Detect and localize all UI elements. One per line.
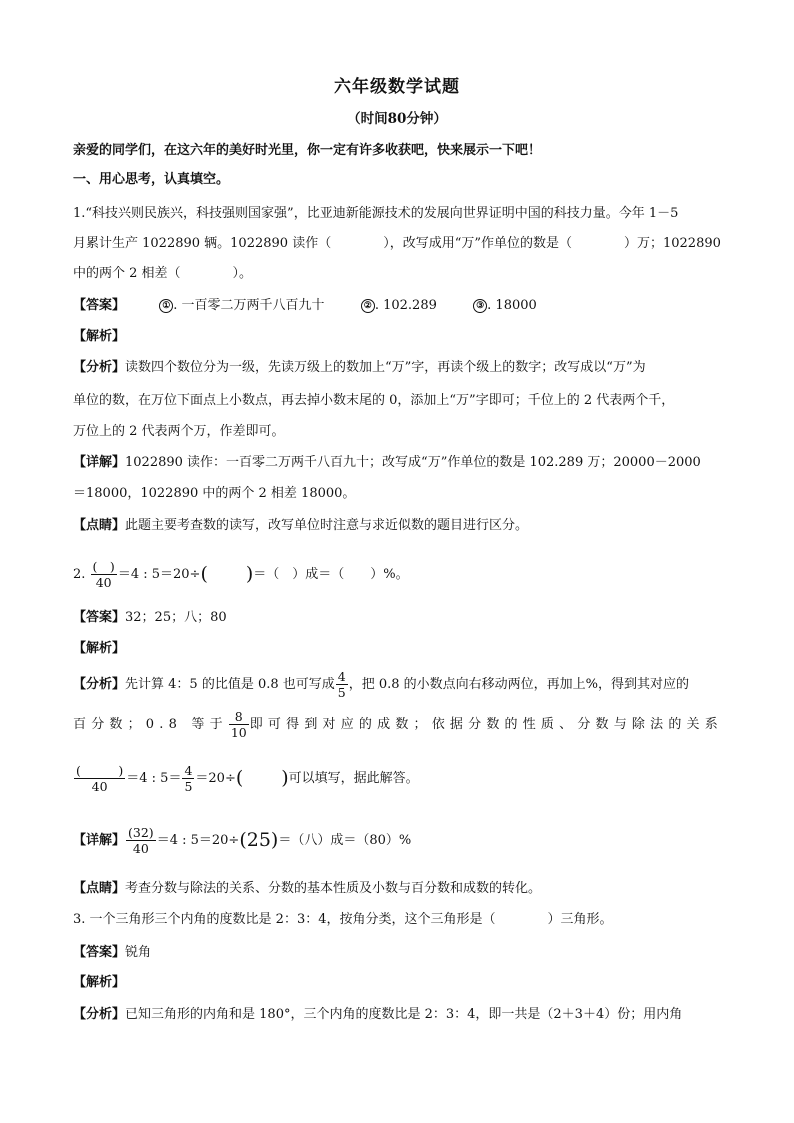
q1-line-2: 月累计生产 1022890 辆。1022890 读作（ ），改写成用“万”作单位的数是（ ）万；1022890 [73, 236, 721, 251]
q2-fenxi-1: 【分析】先计算 4：5 的比值是 0.8 也可写成 $\frac{4}{5}$ ，把 0.8 的小数点向右移动两位，再加上%，得到其对应的 [73, 669, 690, 700]
fraction-4-5-b: $\frac{4}{5}$ [184, 763, 193, 794]
comment-label: 【点睛】 [73, 518, 126, 533]
q3-fenxi-1: 【分析】已知三角形的内角和是 180°，三个内角的度数比是 2：3：4，即一共是（2＋3＋4）份；用内角 [73, 1007, 683, 1022]
q1-line-3: 中的两个 2 相差（ ）。 [73, 266, 253, 281]
q1-fenxi-2: 单位的数，在万位下面点上小数点，再去掉小数末尾的 0，添加上“万”字即可；千位上的 2 代表两个千， [73, 393, 675, 408]
answer-number-1: ① [159, 299, 173, 313]
fraction-32-40: $\frac{(32)}{40}$ [128, 825, 154, 856]
q1-detail-1: 【详解】1022890 读作：一百零二万两千八百九十；改写成“万”作单位的数是 102.289 万；20000－2000 [73, 455, 701, 470]
q1-fenxi-3: 万位上的 2 代表两个万，作差即可。 [73, 424, 285, 439]
answer-number-2: ② [361, 299, 375, 313]
answer-label: 【答案】 [73, 298, 126, 313]
q2-question: 2. $\frac{( )}{40}$ ＝4 : 5＝20÷( )＝（ ）成＝（ ）%。 [73, 559, 409, 590]
q1-detail-2: ＝18000，1022890 中的两个 2 相差 18000。 [73, 486, 356, 501]
q1-answer-3: . 18000 [487, 298, 537, 313]
q3-answer: 【答案】锐角 [73, 945, 152, 960]
q1-analysis-label: 【解析】 [73, 329, 126, 344]
q2-fenxi-3: $\frac{( )}{40}$ ＝4 : 5＝ $\frac{4}{5}$ ＝20÷( )可以填写，据此解答。 [76, 763, 419, 794]
q1-answer-1: . 一百零二万两千八百九十 [173, 298, 325, 313]
q1-fenxi-1: 【分析】读数四个数位分为一级，先读万级上的数加上“万”字，再读个级上的数字；改写成以“万”为 [73, 360, 646, 375]
fraction-4-5: $\frac{4}{5}$ [337, 669, 346, 700]
section-heading: 一、用心思考，认真填空。 [73, 172, 230, 187]
q3-analysis-label: 【解析】 [73, 975, 126, 990]
q2-comment: 【点睛】考查分数与除法的关系、分数的基本性质及小数与百分数和成数的转化。 [73, 881, 542, 896]
q1-line-1: 1.“科技兴则民族兴，科技强则国家强”，比亚迪新能源技术的发展向世界证明中国的科技力量。今年 1－5 [73, 206, 679, 221]
q1-answer-line [73, 297, 723, 315]
q2-fraction: $\frac{( )}{40}$ [92, 559, 115, 590]
q1-answer-2: . 102.289 [374, 298, 437, 313]
detail-label: 【详解】 [73, 455, 126, 470]
q2-answer: 【答案】32；25；八；80 [73, 610, 227, 625]
answer-number-3: ③ [473, 299, 487, 313]
q3-question: 3. 一个三角形三个内角的度数比是 2：3：4，按角分类，这个三角形是（ ）三角形。 [73, 912, 613, 927]
intro-text: 亲爱的同学们，在这六年的美好时光里，你一定有许多收获吧，快来展示一下吧！ [73, 143, 542, 158]
page-title: 六年级数学试题 [334, 77, 460, 97]
q2-analysis-label: 【解析】 [73, 641, 126, 656]
fenxi-label: 【分析】 [73, 360, 126, 375]
page-subtitle: （时间80分钟） [347, 111, 447, 127]
fraction-8-10: $\frac{8}{10}$ [230, 709, 247, 740]
fraction-blank-40: $\frac{( )}{40}$ [76, 763, 124, 794]
q2-fenxi-2: 百分数；0.8 等于 $\frac{8}{10}$ 即可得到对应的成数；依据分数的性质、分数与除法的关系 [73, 709, 723, 740]
q2-detail: 【详解】 $\frac{(32)}{40}$ ＝4 : 5＝20÷(25)＝（八）成＝（80）% [73, 825, 412, 856]
q1-comment: 【点睛】此题主要考查数的读写，改写单位时注意与求近似数的题目进行区分。 [73, 518, 529, 533]
